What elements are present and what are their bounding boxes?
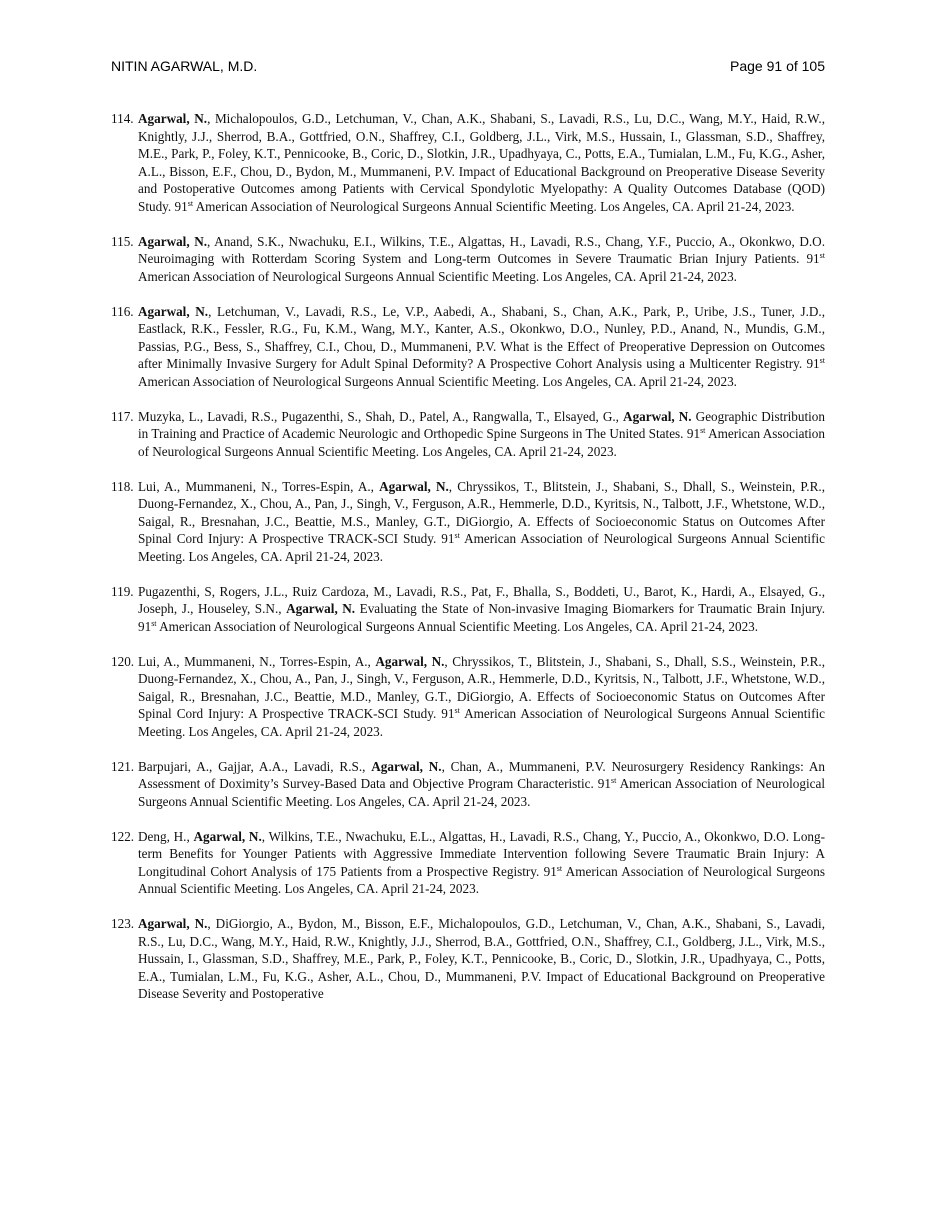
coauthors-before: Pugazenthi, S, Rogers, J.L., Ruiz Cardoza, M., Lavadi, R.S., Pat, F., Bhalla, S., Boddeti, U., Barot, K., Hardi, A., Elsayed, G., Joseph, J., Houseley, S.N., (138, 583, 825, 616)
ordinal-suffix: st (556, 863, 563, 873)
entry-number: 121. (111, 758, 135, 774)
entry-citation (138, 233, 825, 286)
citation-venue: American Association of Neurological Surgeons Annual Scientific Meeting. Los Angeles, CA. April 21-24, 2023. (156, 618, 759, 634)
entry-citation (138, 915, 825, 1003)
highlighted-author: Agarwal, N. (138, 303, 209, 319)
citation-body: Geographic Distribution in Training and Practice of Academic Neurologic and Orthopedic Spine Surgeons in The United States. 91 (138, 408, 825, 441)
entry-number: 122. (111, 828, 135, 844)
citation-body: , Chryssikos, T., Blitstein, J., Shabani, S., Dhall, S.S., Weinstein, P.R., Duong-Fernandez, X., Chou, A., Pan, J., Singh, V., Ferguson, A.R., Hemmerle, D.D., Kyritsis, N., Talbott, J.F., Whetstone, W.D., Saigal, R., Bresnahan, J.C., Beattie, M.D., Manley, G.T., DiGiorgio, A. Effects of Socioeconomic Status on Outcomes After Spinal Cord Injury: A Prospective TRACK-SCI Study. 91 (138, 653, 825, 721)
entry-number: 115. (111, 233, 134, 249)
entry-citation (138, 303, 825, 391)
citation-venue: American Association of Neurological Surgeons Annual Scientific Meeting. Los Angeles, CA. April 21-24, 2023. (138, 373, 737, 389)
ordinal-suffix: st (819, 356, 825, 365)
ordinal-suffix: st (151, 618, 157, 628)
entry-number: 117. (111, 408, 134, 424)
publication-entry (111, 233, 825, 286)
coauthors-before: Barpujari, A., Gajjar, A.A., Lavadi, R.S., (138, 758, 372, 774)
entry-citation (138, 653, 825, 741)
entry-number: 123. (111, 916, 135, 931)
citation-venue: American Association of Neurological Surgeons Annual Scientific Meeting. Los Angeles, CA. April 21-24, 2023. (138, 426, 825, 459)
publication-entry (111, 915, 825, 1003)
highlighted-author: Agarwal, N. (623, 408, 692, 424)
citation-venue: American Association of Neurological Surgeons Annual Scientific Meeting. Los Angeles, CA. April 21-24, 2023. (193, 198, 795, 214)
publication-entry (111, 653, 825, 741)
publication-entry (111, 408, 825, 461)
citation-body: , DiGiorgio, A., Bydon, M., Bisson, E.F., Michalopoulos, G.D., Letchuman, V., Chan, A.K., Shabani, S., Lavadi, R.S., Lu, D.C., Wang, M.Y., Haid, R.W., Knightly, J.J., Sherrod, B.A., Gottfried, O.N., Shaffrey, C.I., Goldberg, J.L., Virk, M.S., Hussain, I., Glassman, S.D., Shaffrey, M.E., Park, P., Foley, K.T., Pennicooke, B., Coric, D., Slotkin, J.R., Upadhyaya, C., Potts, E.A., Tumialan, L.M., Fu, K.G., Asher, A.L., Chou, D., Mummaneni, P.V. Impact of Educational Background on Preoperative Disease Severity and Postoperative (138, 916, 825, 1001)
citation-body: , Chryssikos, T., Blitstein, J., Shabani, S., Dhall, S., Weinstein, P.R., Duong-Fernandez, X., Chou, A., Pan, J., Singh, V., Ferguson, A.R., Hemmerle, D.D., Kyritsis, N., Talbott, J.F., Whetstone, W.D., Saigal, R., Bresnahan, J.C., Beattie, M.S., Manley, G.T., DiGiorgio, A. Effects of Socioeconomic Status on Outcomes After Spinal Cord Injury: A Prospective TRACK-SCI Study. 91 (138, 478, 825, 546)
citation-venue: American Association of Neurological Surgeons Annual Scientific Meeting. Los Angeles, CA. April 21-24, 2023. (138, 531, 826, 564)
ordinal-suffix: st (610, 776, 617, 785)
highlighted-author: Agarwal, N. (371, 758, 442, 774)
publication-entry (111, 758, 825, 811)
coauthors-before: Muzyka, L., Lavadi, R.S., Pugazenthi, S., Shah, D., Patel, A., Rangwalla, T., Elsayed, G., (138, 408, 624, 424)
entry-citation (138, 408, 825, 461)
publication-entry (111, 478, 825, 566)
coauthors-before: Lui, A., Mummaneni, N., Torres-Espin, A., (138, 653, 376, 669)
entry-citation (138, 478, 825, 566)
citation-venue: American Association of Neurological Surgeons Annual Scientific Meeting. Los Angeles, CA. April 21-24, 2023. (138, 776, 825, 809)
citation-venue: American Association of Neurological Surgeons Annual Scientific Meeting. Los Angeles, CA. April 21-24, 2023. (138, 863, 825, 896)
publication-entry (111, 303, 825, 391)
highlighted-author: Agarwal, N. (138, 916, 208, 931)
highlighted-author: Agarwal, N. (375, 653, 445, 669)
page-header (111, 58, 825, 74)
citation-body: , Anand, S.K., Nwachuku, E.I., Wilkins, T.E., Algattas, H., Lavadi, R.S., Chang, Y.F., Puccio, A., Okonkwo, D.O. Neuroimaging with Rotterdam Scoring System and Long-term Outcomes in Severe Traumatic Brian Injury Patients. 91 (138, 233, 825, 266)
entry-number: 119. (111, 583, 134, 599)
entry-number: 114. (111, 111, 134, 126)
entry-number: 118. (111, 478, 134, 494)
coauthors-before: Deng, H., (138, 828, 194, 844)
page-number: Page 91 of 105 (730, 58, 825, 74)
entry-citation (138, 110, 825, 215)
ordinal-suffix: st (454, 531, 460, 540)
ordinal-suffix: st (819, 251, 825, 260)
ordinal-suffix: st (187, 198, 194, 208)
citation-venue: American Association of Neurological Surgeons Annual Scientific Meeting. Los Angeles, CA. April 21-24, 2023. (138, 706, 826, 739)
entry-number: 116. (111, 303, 134, 319)
citation-body: , Letchuman, V., Lavadi, R.S., Le, V.P., Aabedi, A., Shabani, S., Chan, A.K., Park, P., Uribe, J.S., Tuner, J.D., Eastlack, R.K., Fessler, R.G., Fu, K.M., Wang, M.Y., Kanter, A.S., Okonkwo, D.O., Nunley, P.D., Anand, N., Mundis, G.M., Passias, P.G., Bess, S., Shaffrey, C.I., Chou, D., Mummaneni, P.V. What is the Effect of Preoperative Depression on Outcomes after Minimally Invasive Surgery for Adult Spinal Deformity? A Prospective Cohort Analysis using a Multicenter Registry. 91 (138, 303, 825, 371)
entry-number: 120. (111, 653, 135, 669)
publication-entry (111, 583, 825, 636)
entry-citation (138, 758, 825, 811)
highlighted-author: Agarwal, N. (193, 828, 262, 844)
publication-entry (111, 828, 825, 898)
publication-entry (111, 110, 825, 215)
entry-citation (138, 583, 825, 636)
publication-list (111, 110, 825, 1020)
citation-body: , Chan, A., Mummaneni, P.V. Neurosurgery Residency Rankings: An Assessment of Doximity’s Survey-Based Data and Objective Program Characteristic. 91 (138, 758, 825, 791)
entry-citation (138, 828, 825, 898)
highlighted-author: Agarwal, N. (138, 233, 208, 249)
highlighted-author: Agarwal, N. (138, 111, 208, 126)
citation-body: , Michalopoulos, G.D., Letchuman, V., Chan, A.K., Shabani, S., Lavadi, R.S., Lu, D.C., Wang, M.Y., Haid, R.W., Knightly, J.J., Sherrod, B.A., Gottfried, O.N., Shaffrey, C.I., Goldberg, J.L., Virk, M.S., Hussain, I., Glassman, S.D., Shaffrey, M.E., Park, P., Foley, K.T., Pennicooke, B., Coric, D., Slotkin, J.R., Upadhyaya, C., Potts, E.A., Tumialan, L.M., Fu, K.G., Asher, A.L., Bisson, E.F., Chou, D., Bydon, M., Mummaneni, P.V. Impact of Educational Background on Preoperative Disease Severity and Postoperative Outcomes among Patients with Cervical Spondylotic Myelopathy: A Quality Outcomes Database (QOD) Study. 91 (138, 111, 825, 214)
ordinal-suffix: st (700, 426, 706, 435)
citation-body: Evaluating the State of Non-invasive Imaging Biomarkers for Traumatic Brain Injury. 91 (138, 601, 826, 634)
author-name: NITIN AGARWAL, M.D. (111, 58, 258, 74)
highlighted-author: Agarwal, N. (286, 601, 356, 616)
coauthors-before: Lui, A., Mummaneni, N., Torres-Espin, A., (138, 478, 380, 494)
highlighted-author: Agarwal, N. (379, 478, 449, 494)
ordinal-suffix: st (454, 706, 460, 715)
citation-venue: American Association of Neurological Surgeons Annual Scientific Meeting. Los Angeles, CA. April 21-24, 2023. (138, 268, 737, 284)
citation-body: , Wilkins, T.E., Nwachuku, E.L., Algattas, H., Lavadi, R.S., Chang, Y., Puccio, A., Okonkwo, D.O. Long-term Benefits for Younger Patients with Aggressive Immediate Intervention following Severe Traumatic Brain Injury: A Longitudinal Cohort Analysis of 175 Patients from a Prospective Registry. 91 (138, 828, 825, 879)
